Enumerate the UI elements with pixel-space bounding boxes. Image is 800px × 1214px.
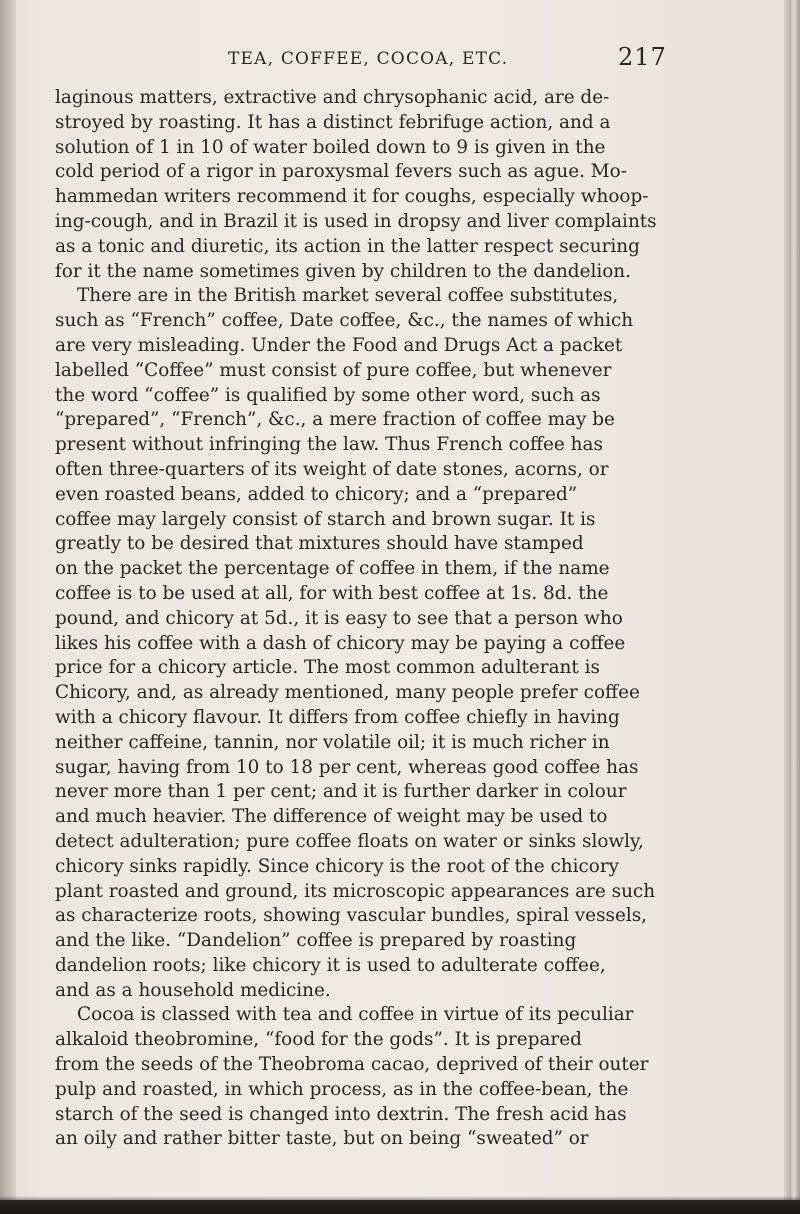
text-line: labelled “Coffee” must consist of pure coffee, but whenever (55, 359, 612, 381)
text-line: sugar, having from 10 to 18 per cent, whereas good coffee has (55, 756, 639, 778)
text-line: greatly to be desired that mixtures should have stamped (55, 533, 584, 555)
text-line: and as a household medicine. (55, 979, 331, 1001)
text-line: price for a chicory article. The most common adulterant is (55, 657, 600, 679)
text-line: such as “French” coffee, Date coffee, &c., the names of which (55, 310, 634, 332)
text-line: for it the name sometimes given by children to the dandelion. (55, 260, 631, 282)
paragraph-start-line: Cocoa is classed with tea and coffee in virtue of its peculiar (77, 1004, 634, 1026)
text-line: are very misleading. Under the Food and Drugs Act a packet (55, 334, 623, 356)
text-line: laginous matters, extractive and chrysophanic acid, are de- (55, 87, 610, 108)
text-line: starch of the seed is changed into dextrin. The fresh acid has (55, 1103, 627, 1125)
text-line: alkaloid theobromine, “food for the gods”. It is prepared (55, 1029, 582, 1051)
body-text (55, 86, 770, 1152)
text-line: Chicory, and, as already mentioned, many people prefer coffee (55, 682, 640, 704)
text-line: hammedan writers recommend it for coughs, especially whoop- (55, 186, 649, 208)
page-bottom-shadow (0, 1200, 800, 1214)
text-line: cold period of a rigor in paroxysmal fevers such as ague. Mo- (55, 161, 627, 183)
text-line: coffee may largely consist of starch and brown sugar. It is (55, 508, 596, 530)
text-line: detect adulteration; pure coffee floats on water or sinks slowly, (55, 830, 644, 852)
paragraph-start-line: There are in the British market several coffee substitutes, (77, 285, 619, 307)
text-line: ing-cough, and in Brazil it is used in dropsy and liver complaints (55, 210, 657, 232)
running-head: TEA, COFFEE, COCOA, ETC. (228, 49, 509, 69)
text-line: present without infringing the law. Thus French coffee has (55, 434, 603, 456)
text-line: as characterize roots, showing vascular bundles, spiral vessels, (55, 905, 647, 927)
text-line: plant roasted and ground, its microscopic appearances are such (55, 880, 656, 902)
page-right-edge (784, 0, 800, 1214)
text-line: even roasted beans, added to chicory; and a “prepared” (55, 483, 578, 505)
page-number: 217 (618, 43, 667, 71)
text-line: chicory sinks rapidly. Since chicory is the root of the chicory (55, 855, 620, 877)
text-line: never more than 1 per cent; and it is further darker in colour (55, 781, 627, 803)
text-line: dandelion roots; like chicory it is used to adulterate coffee, (55, 954, 606, 976)
text-line: with a chicory flavour. It differs from coffee chiefly in having (55, 706, 620, 728)
text-line: pulp and roasted, in which process, as in the coffee-bean, the (55, 1078, 629, 1100)
text-line: “prepared”, “French”, &c., a mere fraction of coffee may be (55, 409, 615, 431)
text-line: neither caffeine, tannin, nor volatile oil; it is much richer in (55, 731, 610, 753)
page-header (0, 37, 800, 77)
text-line: likes his coffee with a dash of chicory may be paying a coffee (55, 632, 626, 654)
text-line: and much heavier. The difference of weight may be used to (55, 806, 608, 828)
text-line: on the packet the percentage of coffee in them, if the name (55, 558, 610, 580)
page-left-shadow (0, 0, 16, 1214)
text-line: stroyed by roasting. It has a distinct febrifuge action, and a (55, 111, 611, 133)
text-line: and the like. “Dandelion” coffee is prepared by roasting (55, 930, 577, 952)
text-line: coffee is to be used at all, for with best coffee at 1s. 8d. the (55, 582, 609, 604)
text-line: from the seeds of the Theobroma cacao, deprived of their outer (55, 1054, 649, 1076)
text-line: the word “coffee” is qualified by some other word, such as (55, 384, 601, 406)
text-line: solution of 1 in 10 of water boiled down to 9 is given in the (55, 136, 606, 158)
text-line: pound, and chicory at 5d., it is easy to see that a person who (55, 607, 623, 629)
text-line: an oily and rather bitter taste, but on being “sweated” or (55, 1128, 589, 1150)
text-line: often three-quarters of its weight of date stones, acorns, or (55, 458, 609, 480)
text-line: as a tonic and diuretic, its action in the latter respect securing (55, 235, 640, 257)
